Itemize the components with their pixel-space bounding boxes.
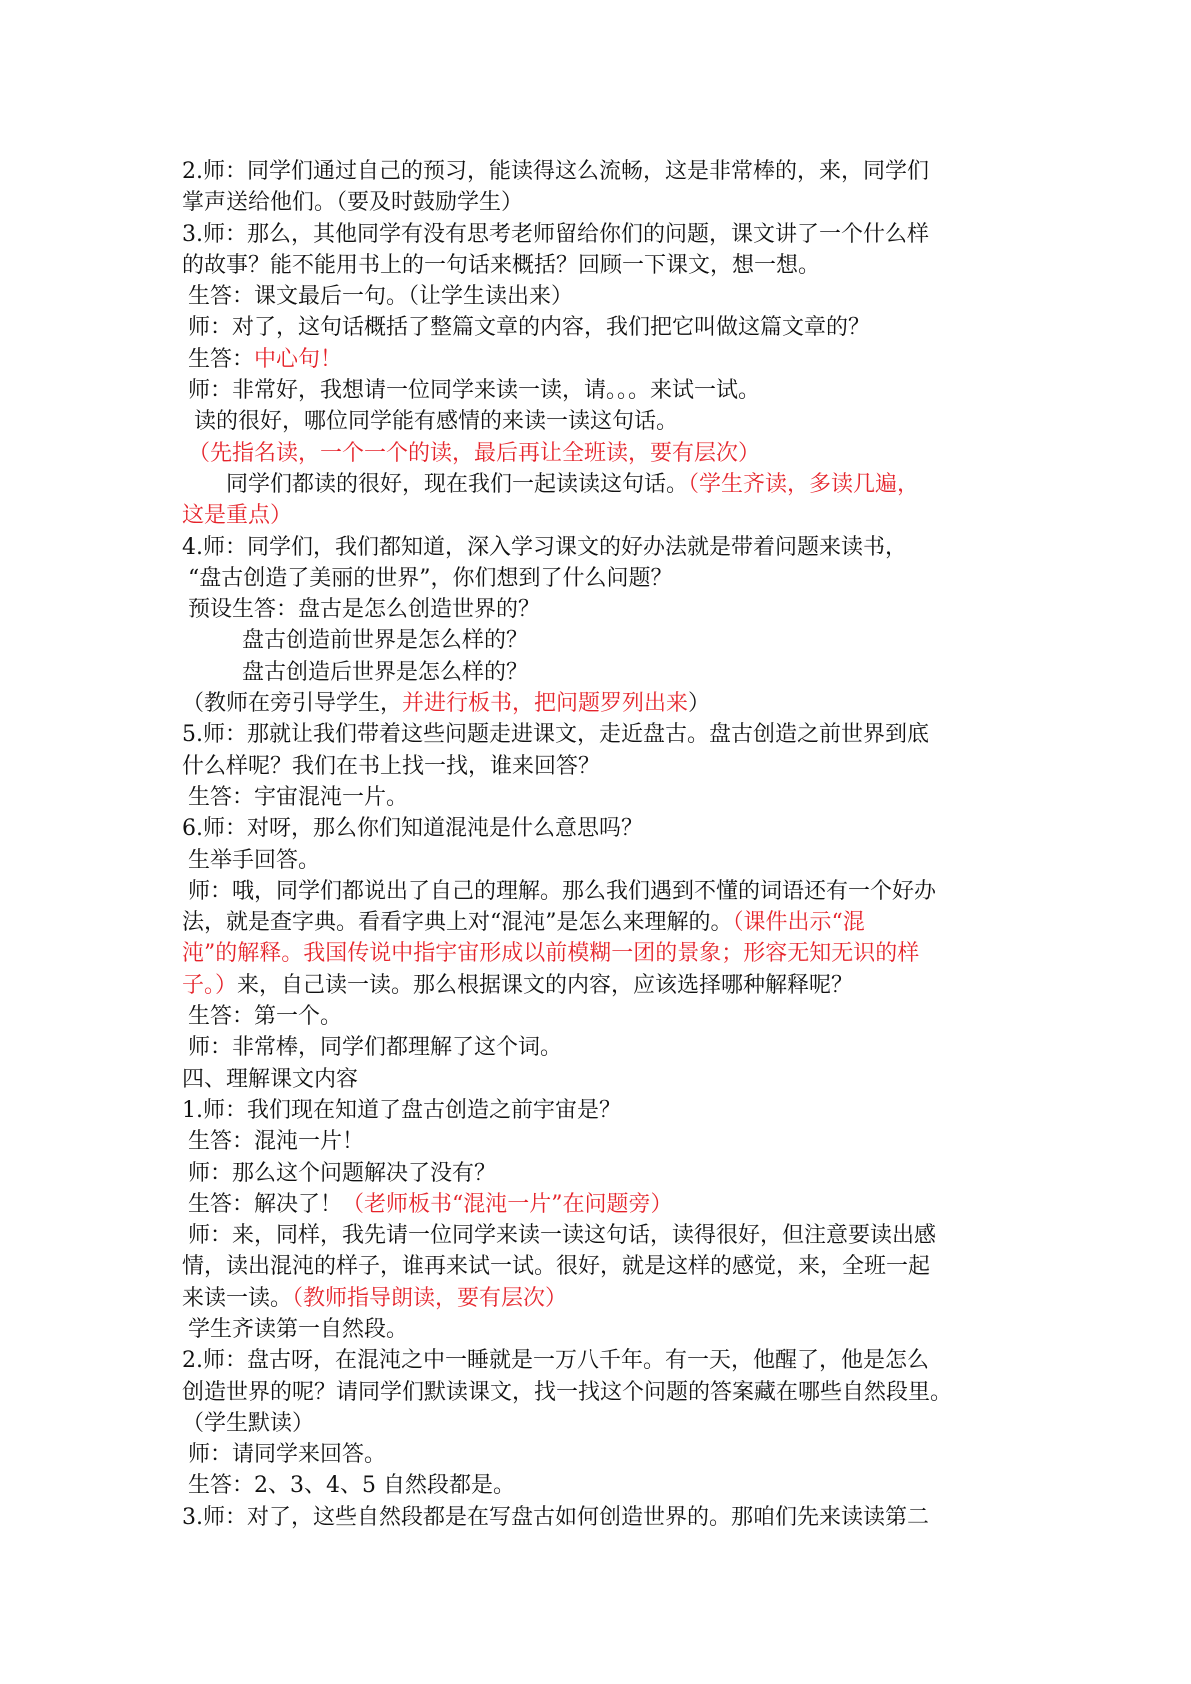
text-run: 生答：课文最后一句。（让学生读出来） — [188, 284, 574, 310]
paragraph-line — [182, 1377, 1022, 1408]
paragraph-line — [182, 782, 1022, 813]
teaching-note: 并进行板书，把问题罗列出来 — [402, 691, 689, 717]
text-run: 盘古创造前世界是怎么样的？ — [242, 628, 529, 654]
teaching-note: 沌”的解释。我国传说中指宇宙形成以前模糊一团的景象；形容无知无识的样 — [182, 941, 920, 967]
paragraph-line — [182, 657, 1022, 688]
paragraph-line — [182, 344, 1022, 375]
paragraph-line — [182, 1095, 1022, 1126]
text-run: 师：非常棒，同学们都理解了这个词。 — [188, 1035, 563, 1061]
text-run: 的故事？能不能用书上的一句话来概括？回顾一下课文，想一想。 — [182, 252, 821, 278]
paragraph-line — [182, 625, 1022, 656]
teaching-note: 这是重点） — [182, 503, 293, 529]
paragraph-line — [182, 813, 1022, 844]
paragraph-line — [182, 532, 1022, 563]
paragraph-line — [182, 187, 1022, 218]
text-run: 盘古创造后世界是怎么样的？ — [242, 659, 529, 685]
paragraph-line — [182, 1314, 1022, 1345]
text-run: 6.师：对呀，那么你们知道混沌是什么意思吗？ — [182, 816, 643, 842]
text-run: 掌声送给他们。（要及时鼓励学生） — [182, 190, 524, 216]
text-run: 5.师：那就让我们带着这些问题走进课文，走近盘古。盘古创造之前世界到底 — [182, 722, 929, 748]
text-run: 师：非常好，我想请一位同学来读一读，请。。。来试一试。 — [188, 378, 761, 404]
teaching-note: （课件出示“混 — [732, 910, 865, 936]
paragraph-line — [182, 563, 1022, 594]
text-run: 生答：混沌一片！ — [188, 1129, 365, 1155]
text-run: （教师在旁引导学生， — [182, 691, 403, 717]
paragraph-line — [182, 938, 1022, 969]
text-run: 1.师：我们现在知道了盘古创造之前宇宙是？ — [182, 1097, 621, 1123]
text-run: 3.师：那么，其他同学有没有思考老师留给你们的问题，课文讲了一个什么样 — [182, 221, 929, 247]
paragraph-line — [182, 1189, 1022, 1220]
paragraph-line — [182, 845, 1022, 876]
document-body — [182, 156, 1022, 1533]
paragraph-line — [182, 1001, 1022, 1032]
paragraph-line — [182, 1032, 1022, 1063]
text-run: “盘古创造了美丽的世界”，你们想到了什么问题？ — [188, 565, 673, 591]
paragraph-line — [182, 469, 1022, 500]
paragraph-line — [182, 500, 1022, 531]
text-run: 生答：第一个。 — [188, 1004, 343, 1030]
text-run: 生答：2、3、4、5 自然段都是。 — [188, 1473, 515, 1499]
text-run: 2.师：盘古呀，在混沌之中一睡就是一万八千年。有一天，他醒了，他是怎么 — [182, 1348, 929, 1374]
teaching-note: （学生齐读，多读几遍， — [688, 471, 920, 497]
text-run: 读的很好，哪位同学能有感情的来读一读这句话。 — [194, 409, 679, 435]
text-run: （学生默读） — [182, 1410, 315, 1436]
paragraph-line — [182, 1502, 1022, 1533]
paragraph-line — [182, 751, 1022, 782]
paragraph-line — [182, 719, 1022, 750]
text-run: 师：请同学来回答。 — [188, 1442, 387, 1468]
text-run: 法，就是查字典。看看字典上对“混沌”是怎么来理解的。 — [182, 910, 733, 936]
text-run: 生答： — [188, 346, 255, 372]
text-run: 3.师：对了，这些自然段都是在写盘古如何创造世界的。那咱们先来读读第二 — [182, 1504, 929, 1530]
text-run: 什么样呢？我们在书上找一找，谁来回答？ — [182, 753, 601, 779]
text-run: 2.师：同学们通过自己的预习，能读得这么流畅，这是非常棒的，来，同学们 — [182, 159, 929, 184]
text-run: 生举手回答。 — [188, 847, 321, 873]
paragraph-line — [182, 876, 1022, 907]
text-run: 创造世界的呢？请同学们默读课文，找一找这个问题的答案藏在哪些自然段里。 — [182, 1379, 953, 1405]
paragraph-line — [182, 1470, 1022, 1501]
text-run: 生答：解决了！ — [188, 1191, 343, 1217]
paragraph-line — [182, 438, 1022, 469]
text-run: 四、理解课文内容 — [182, 1066, 359, 1092]
text-run: 师：哦，同学们都说出了自己的理解。那么我们遇到不懂的词语还有一个好办 — [188, 878, 937, 904]
paragraph-line — [182, 250, 1022, 281]
text-run: 情，读出混沌的样子，谁再来试一试。很好，就是这样的感觉，来，全班一起 — [182, 1254, 931, 1280]
teaching-note: （先指名读，一个一个的读，最后再让全班读，要有层次） — [188, 440, 761, 466]
paragraph-line — [182, 281, 1022, 312]
paragraph-line — [182, 1439, 1022, 1470]
paragraph-line — [182, 1158, 1022, 1189]
text-run: 预设生答：盘古是怎么创造世界的？ — [188, 597, 541, 623]
highlight-run: 中心句！ — [254, 346, 343, 372]
paragraph-line — [182, 907, 1022, 938]
teaching-note: （教师指导朗读，要有层次） — [292, 1285, 568, 1311]
paragraph-line — [182, 688, 1022, 719]
paragraph-line — [182, 1251, 1022, 1282]
teaching-note: 子。） — [182, 972, 238, 998]
paragraph-line — [182, 406, 1022, 437]
text-run: 同学们都读的很好，现在我们一起读读这句话。 — [226, 471, 689, 497]
teaching-note: （老师板书“混沌一片”在问题旁） — [342, 1191, 673, 1217]
paragraph-line — [182, 375, 1022, 406]
paragraph-line — [182, 1220, 1022, 1251]
text-run: 4.师：同学们，我们都知道，深入学习课文的好办法就是带着问题来读书， — [182, 534, 907, 560]
paragraph-line — [182, 312, 1022, 343]
paragraph-line — [182, 970, 1022, 1001]
text-run: 来，自己读一读。那么根据课文的内容，应该选择哪种解释呢？ — [237, 972, 854, 998]
paragraph-line — [182, 219, 1022, 250]
text-run: ） — [688, 691, 711, 717]
paragraph-line — [182, 1283, 1022, 1314]
text-run: 来读一读。 — [182, 1285, 293, 1311]
text-run: 师：对了，这句话概括了整篇文章的内容，我们把它叫做这篇文章的？ — [188, 315, 871, 341]
paragraph-line — [182, 156, 1022, 187]
text-run: 生答：宇宙混沌一片。 — [188, 784, 409, 810]
section-heading — [182, 1064, 1022, 1095]
paragraph-line — [182, 1408, 1022, 1439]
text-run: 学生齐读第一自然段。 — [188, 1316, 409, 1342]
paragraph-line — [182, 1126, 1022, 1157]
text-run: 师：来，同样，我先请一位同学来读一读这句话，读得很好，但注意要读出感 — [188, 1223, 937, 1249]
paragraph-line — [182, 1345, 1022, 1376]
text-run: 师：那么这个问题解决了没有？ — [188, 1160, 497, 1186]
paragraph-line — [182, 594, 1022, 625]
